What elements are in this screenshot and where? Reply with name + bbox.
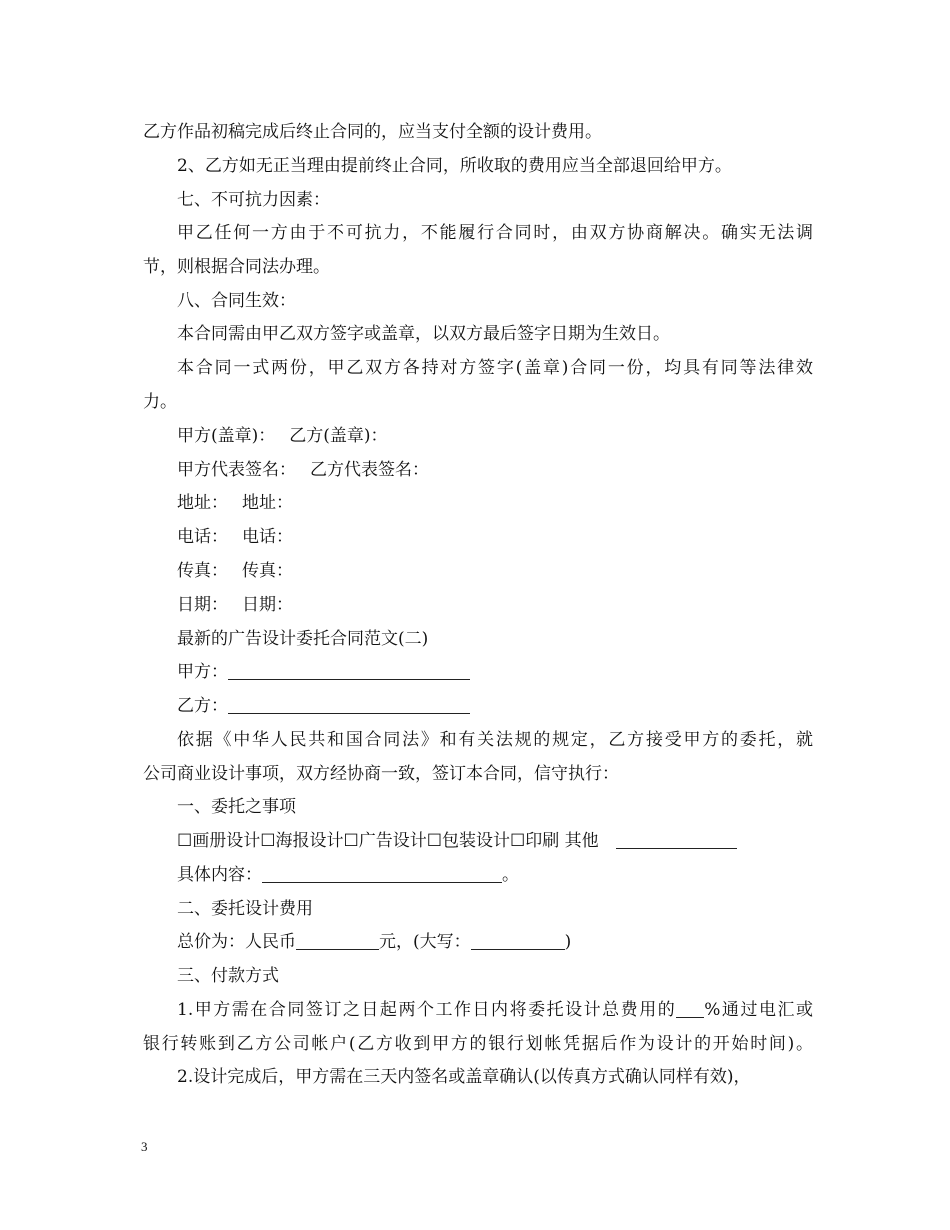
section-heading: 三、付款方式 (177, 966, 279, 986)
party-a-fax-label: 传真： (177, 561, 228, 581)
party-b-blank (228, 695, 470, 714)
page-number: 3 (141, 1139, 148, 1154)
party-a-date-label: 日期： (177, 595, 228, 615)
party-a-line (177, 660, 470, 684)
party-b-fax-label: 传真： (242, 561, 293, 581)
total-price-line (177, 930, 571, 954)
detail-blank (262, 864, 502, 883)
party-b-line (177, 694, 470, 718)
section-heading: 二、委托设计费用 (177, 899, 313, 919)
signature-row (177, 424, 388, 448)
party-b-date-label: 日期： (242, 595, 293, 615)
party-b-address-label: 地址： (242, 493, 293, 513)
payment-text-a: 1.甲方需在合同签订之日起两个工作日内将委托设计总费用的 (177, 1000, 677, 1020)
section-heading: 八、合同生效： (177, 291, 296, 311)
paragraph-line: 银行转账到乙方公司帐户(乙方收到甲方的银行划帐凭据后作为设计的开始时间)。 (143, 1034, 813, 1054)
detail-line (177, 863, 519, 887)
signature-row (177, 559, 293, 583)
signature-row (177, 458, 429, 482)
paragraph-line: 本合同一式两份，甲乙双方各持对方签字(盖章)合同一份，均具有同等法律效 (177, 358, 813, 378)
party-a-phone-label: 电话： (177, 527, 228, 547)
signature-row (177, 593, 293, 617)
party-a-address-label: 地址： (177, 493, 228, 513)
paragraph-line: 甲乙任何一方由于不可抗力，不能履行合同时，由双方协商解决。确实无法调 (177, 223, 813, 243)
paragraph-line: 力。 (143, 392, 177, 412)
party-a-label: 甲方： (177, 662, 228, 682)
detail-label: 具体内容： (177, 865, 262, 885)
payment-line (177, 998, 813, 1022)
payment-text-b: %通过电汇或 (704, 1000, 814, 1020)
paragraph-line: 乙方作品初稿完成后终止合同的，应当支付全额的设计费用。 (143, 122, 602, 142)
percent-blank (676, 999, 704, 1018)
contract-title: 最新的广告设计委托合同范文(二) (177, 629, 429, 649)
paragraph-line: 本合同需由甲乙双方签字或盖章，以双方最后签字日期为生效日。 (177, 324, 670, 344)
section-heading: 七、不可抗力因素： (177, 190, 330, 210)
service-options-line (177, 829, 737, 853)
detail-end: 。 (502, 865, 519, 885)
paragraph-line: 节，则根据合同法办理。 (143, 257, 330, 277)
party-a-seal-label: 甲方(盖章)： (177, 426, 276, 446)
party-b-label: 乙方： (177, 696, 228, 716)
signature-row (177, 491, 293, 515)
party-b-representative-label: 乙方代表签名： (310, 460, 429, 480)
paragraph-line: 公司商业设计事项，双方经协商一致，签订本合同，信守执行： (143, 764, 619, 784)
paragraph-line: 2.设计完成后，甲方需在三天内签名或盖章确认(以传真方式确认同样有效)， (177, 1067, 751, 1087)
total-mid: 元，(大写： (379, 932, 471, 952)
section-heading: 一、委托之事项 (177, 797, 296, 817)
paragraph-line: 依据《中华人民共和国合同法》和有关法规的规定，乙方接受甲方的委托，就 (177, 730, 813, 750)
total-end: ) (564, 932, 572, 952)
total-label: 总价为：人民币 (177, 932, 296, 952)
paragraph-line: 2、乙方如无正当理由提前终止合同，所收取的费用应当全部退回给甲方。 (177, 156, 732, 176)
service-options: ☐画册设计☐海报设计☐广告设计☐包装设计☐印刷 其他 (177, 831, 599, 851)
other-service-blank (616, 830, 737, 849)
party-a-blank (228, 661, 470, 680)
signature-row (177, 525, 293, 549)
amount-blank (296, 931, 379, 950)
party-b-seal-label: 乙方(盖章)： (289, 426, 388, 446)
party-a-representative-label: 甲方代表签名： (177, 460, 296, 480)
party-b-phone-label: 电话： (242, 527, 293, 547)
amount-words-blank (471, 931, 565, 950)
